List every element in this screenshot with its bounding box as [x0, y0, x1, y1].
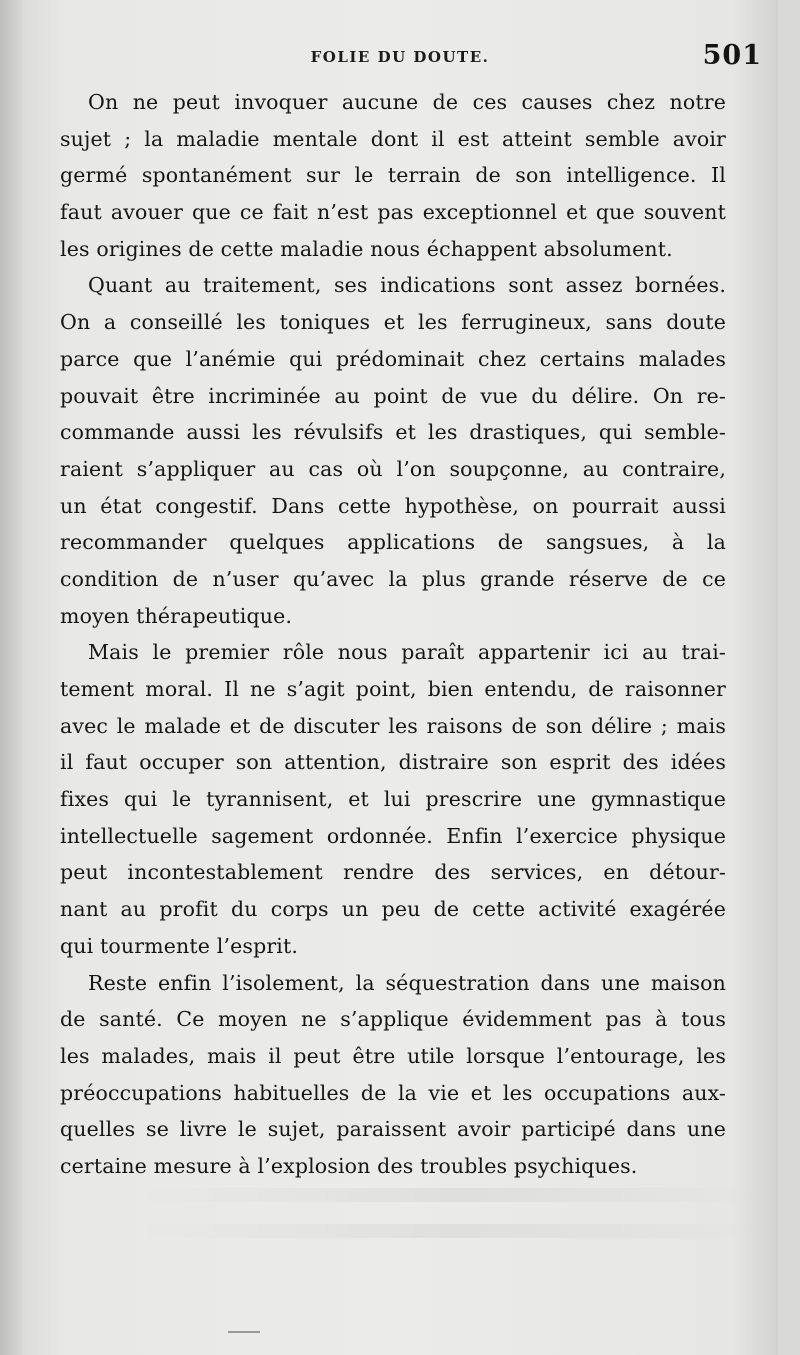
- text-line: Reste enfin l’isolement, la séquestration dans une maison: [88, 970, 726, 995]
- text-line: On ne peut invoquer aucune de ces causes chez notre: [88, 90, 726, 114]
- text-line: qui tourmente l’esprit.: [60, 933, 299, 958]
- text-line: peut incontestablement rendre des services, en détour-: [60, 860, 726, 885]
- text-line: il faut occuper son attention, distraire son esprit des idées: [60, 750, 726, 775]
- text-line: de santé. Ce moyen ne s’applique évidemment pas à tous: [60, 1007, 726, 1032]
- text-line: Quant au traitement, ses indications sont assez bornées.: [88, 273, 726, 298]
- text-line: tement moral. Il ne s’agit point, bien entendu, de raisonner: [60, 677, 726, 701]
- text-line: fixes qui le tyrannisent, et lui prescrire une gymnastique: [60, 787, 726, 812]
- text-line: sujet ; la maladie mentale dont il est atteint semble avoir: [60, 126, 726, 151]
- text-line: intellectuelle sagement ordonnée. Enfin l’exercice physique: [60, 823, 726, 848]
- text-line: recommander quelques applications de sangsues, à la: [60, 530, 726, 555]
- show-through-smudge: [142, 1188, 762, 1202]
- text-line: les origines de cette maladie nous échappent absolument.: [60, 236, 673, 261]
- text-line: commande aussi les révulsifs et les drastiques, qui semble-: [60, 420, 726, 445]
- text-line: un état congestif. Dans cette hypothèse, on pourrait aussi: [60, 493, 726, 518]
- text-line: condition de n’user qu’avec la plus grande réserve de ce: [60, 566, 726, 591]
- printer-mark: [228, 1331, 260, 1333]
- text-line: les malades, mais il peut être utile lorsque l’entourage, les: [60, 1043, 726, 1068]
- text-line: Mais le premier rôle nous paraît appartenir ici au trai-: [88, 640, 726, 665]
- text-line: parce que l’anémie qui prédominait chez certains malades: [60, 346, 726, 371]
- text-line: nant au profit du corps un peu de cette activité exagérée: [60, 897, 726, 922]
- running-head: [0, 40, 800, 80]
- page-gutter-shadow: [0, 0, 24, 1355]
- text-line: moyen thérapeutique.: [60, 603, 293, 628]
- text-line: germé spontanément sur le terrain de son intelligence. Il: [60, 163, 726, 188]
- text-line: préoccupations habituelles de la vie et les occupations aux-: [60, 1080, 726, 1105]
- text-line: faut avouer que ce fait n’est pas exceptionnel et que souvent: [60, 200, 726, 225]
- text-line: avec le malade et de discuter les raisons de son délire ; mais: [60, 713, 726, 738]
- text-line: pouvait être incriminée au point de vue du délire. On re-: [60, 383, 726, 408]
- text-line: quelles se livre le sujet, paraissent avoir participé dans une: [60, 1117, 726, 1142]
- body-text: [60, 84, 726, 1185]
- text-line: certaine mesure à l’explosion des troubles psychiques.: [60, 1153, 638, 1178]
- text-line: raient s’appliquer au cas où l’on soupçonne, au contraire,: [60, 456, 726, 481]
- page-number: 501: [702, 40, 762, 71]
- show-through-smudge: [142, 1224, 762, 1238]
- text-line: On a conseillé les toniques et les ferrugineux, sans doute: [60, 310, 726, 335]
- running-title: FOLIE DU DOUTE.: [310, 48, 490, 66]
